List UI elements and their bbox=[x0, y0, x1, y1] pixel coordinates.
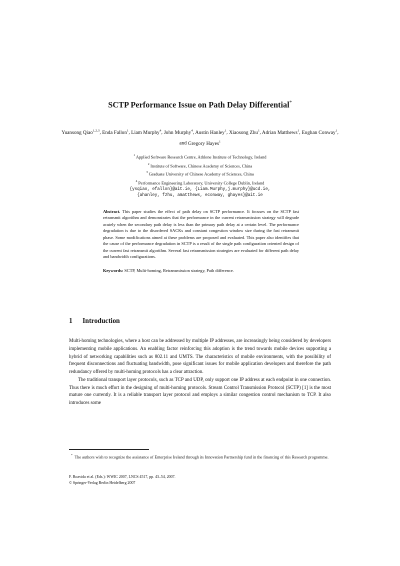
abstract-text: This paper studies the effect of path delay on SCTP performance. It focuses on the SCTP fast retransmit algorithm and demonstrates that the performance in the current retransmission strategy will degrade acutely when the secondary path delay is less than the primary path delay at a certain level. The performance degradation is due to the disordered SACKs and constant congestion window size during the fast retransmit phase. Some modifications aimed at these problems are proposed and evaluated. This paper also identifies that the cause of the performance degradation in SCTP is a result of the single path configuration oriented design of the current fast retransmit algorithm. Several fast retransmission strategies are evaluated for different path delay and bandwidth configurations. bbox=[103, 209, 299, 260]
section-number: 1 bbox=[69, 318, 73, 325]
publication-citation: F. Boavida et al. (Eds.): WWIC 2007, LNCS 4517, pp. 43–54, 2007. bbox=[69, 475, 176, 479]
author: Yuansong Qiao$^{1,2,3}$ bbox=[61, 128, 100, 136]
section-title: Introduction bbox=[82, 318, 120, 325]
abstract-label: Abstract. bbox=[103, 209, 121, 214]
keywords bbox=[103, 268, 299, 274]
author: John Murphy$^4$ bbox=[163, 128, 193, 136]
affiliations bbox=[60, 152, 340, 199]
author: Adrian Matthews$^1$ bbox=[261, 128, 300, 136]
author: Eoghan Conway$^1$ bbox=[301, 128, 338, 136]
email-line-1: {ysqiao, efallon}@ait.ie, {Liam.Murphy,j.murphy}@ucd.ie, bbox=[129, 187, 271, 192]
email-line-2: {ahanley, fzhu, amatthews, econway, ghayes}@ait.ie bbox=[137, 194, 263, 199]
author: Gregory Hayes$^1$ bbox=[187, 139, 221, 147]
author-list: Yuansong Qiao$^{1,2,3}$, Enda Fallon$^1$, Liam Murphy$^4$, John Murphy$^4$, Austin Hanley$^1$, Xiaosong Zhu$^1$, Adrian Matthews$^1$, Eoghan Conway$^1$, and Gregory Hayes$^1$ bbox=[61, 128, 339, 147]
copyright-line: © Springer-Verlag Berlin Heidelberg 2007 bbox=[69, 481, 136, 485]
author: Xiaosong Zhu$^1$ bbox=[228, 128, 260, 136]
footnote-rule bbox=[69, 449, 149, 450]
paper-title bbox=[40, 99, 360, 111]
affiliation-3: $^3$ Graduate University of Chinese Academy of Sciences, China bbox=[146, 170, 254, 177]
publication-info bbox=[69, 474, 331, 486]
footnote-text: The authors wish to recognize the assistance of Enterprise Ireland through its Innovation Partnership fund in the financing of this Research programme. bbox=[74, 454, 329, 460]
paragraph-2: The traditional transport layer protocols, such as TCP and UDP, only support one IP address at each endpoint in one connection. Thus there is much effort in the designing of multi-homing protocols. Stream Control Transmission Protocol (SCTP) [1] is the most mature one currently. It is a reliable transport layer protocol and employs a similar congestion control mechanism to TCP. It also introduces some bbox=[69, 377, 331, 406]
affiliation-1: $^1$ Applied Software Research Centre, Athlone Institute of Technology, Ireland bbox=[133, 153, 267, 160]
title-text: SCTP Performance Issue on Path Delay Differential bbox=[108, 100, 290, 110]
footnote-mark: * bbox=[71, 453, 73, 457]
author: Enda Fallon$^1$ bbox=[102, 128, 129, 136]
affiliation-4: $^4$ Performance Engineering Laboratory, University College Dublin, Ireland bbox=[135, 179, 265, 186]
title-footnote-mark: * bbox=[289, 101, 292, 106]
footnote bbox=[69, 452, 331, 460]
keywords-text: SCTP, Multi-homing, Retransmission strategy, Path difference. bbox=[124, 268, 234, 273]
abstract bbox=[103, 209, 299, 261]
keywords-label: Keywords: bbox=[103, 268, 124, 273]
paragraph-1: Multi-homing technologies, where a host can be addressed by multiple IP addresses, are increasingly being considered by developers implementing mobile applications. An enabling factor reinforcing this adoption is the trend towards mobile devices supporting a hybrid of networking capabilities such as 802.11 and UMTS. The characteristics of mobile environments, with the possibility of frequent disconnections and fluctuating bandwidth, pose significant issues for mobile application developers and therefore the path redundancy offered by multi-homing protocols has a clear attraction. bbox=[69, 339, 331, 375]
affiliation-2: $^2$ Institute of Software, Chinese Academy of Sciences, China bbox=[147, 161, 253, 169]
section-heading bbox=[69, 318, 120, 325]
author: Liam Murphy$^4$ bbox=[131, 128, 162, 136]
author: Austin Hanley$^1$ bbox=[195, 128, 227, 136]
body-text bbox=[69, 338, 331, 408]
